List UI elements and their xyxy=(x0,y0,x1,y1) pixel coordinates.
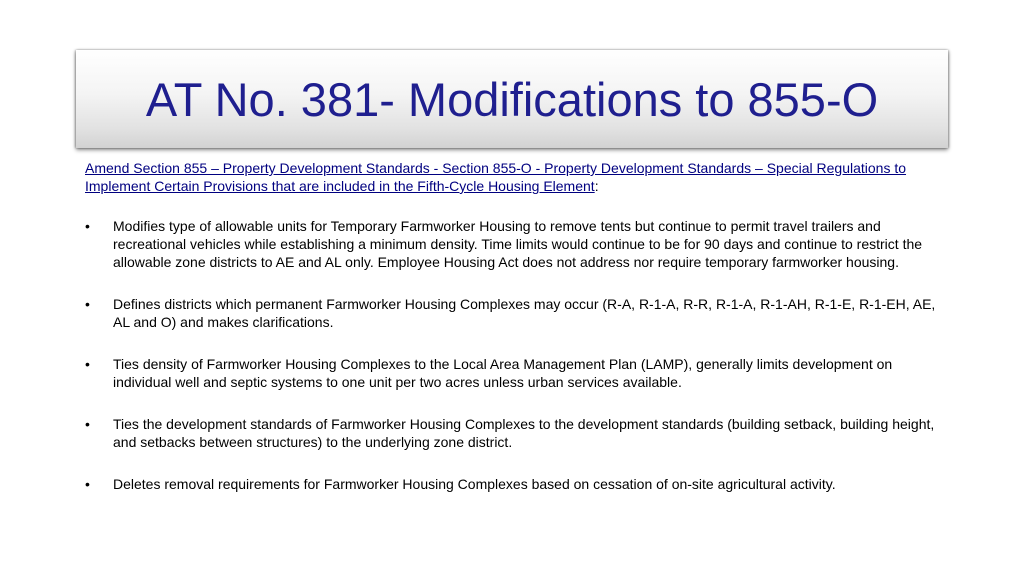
bullet-item xyxy=(85,217,945,271)
bullet-marker-icon: • xyxy=(85,416,90,432)
intro-paragraph xyxy=(85,159,945,195)
bullet-item xyxy=(85,295,945,331)
bullet-marker-icon: • xyxy=(85,476,90,492)
bullet-text: Deletes removal requirements for Farmworker Housing Complexes based on cessation of on-site agricultural activity. xyxy=(113,476,836,492)
title-bar xyxy=(76,50,948,148)
slide-title: AT No. 381- Modifications to 855-O xyxy=(145,72,879,126)
bullet-marker-icon: • xyxy=(85,356,90,372)
bullet-item xyxy=(85,415,945,451)
slide-body xyxy=(85,159,945,517)
bullet-text: Defines districts which permanent Farmworker Housing Complexes may occur (R-A, R-1-A, R-R, R-1-A, R-1-AH, R-1-E, R-1-EH, AE, AL and O) and makes clarifications. xyxy=(113,296,936,330)
bullet-list xyxy=(85,217,945,493)
bullet-text: Modifies type of allowable units for Temporary Farmworker Housing to remove tents but continue to permit travel trailers and recreational vehicles while establishing a minimum density. Time limits would continue to be for 90 days and continue to restrict the allowable zone districts to AE and AL only. Employee Housing Act does not address nor require temporary farmworker housing. xyxy=(113,218,923,270)
intro-suffix: : xyxy=(594,178,599,194)
bullet-text: Ties density of Farmworker Housing Complexes to the Local Area Management Plan (LAMP), generally limits development on individual well and septic systems to one unit per two acres unless urban services available. xyxy=(113,356,893,390)
bullet-marker-icon: • xyxy=(85,296,90,312)
bullet-item xyxy=(85,355,945,391)
bullet-item xyxy=(85,475,945,493)
bullet-text: Ties the development standards of Farmworker Housing Complexes to the development standards (building setback, building height, and setbacks between structures) to the underlying zone district. xyxy=(113,416,935,450)
bullet-marker-icon: • xyxy=(85,218,90,234)
section-reference-link[interactable]: Amend Section 855 – Property Development Standards - Section 855-O - Property Development Standards – Special Regulations to Implement Certain Provisions that are included in the Fifth-Cycle Housing Element xyxy=(85,160,907,194)
